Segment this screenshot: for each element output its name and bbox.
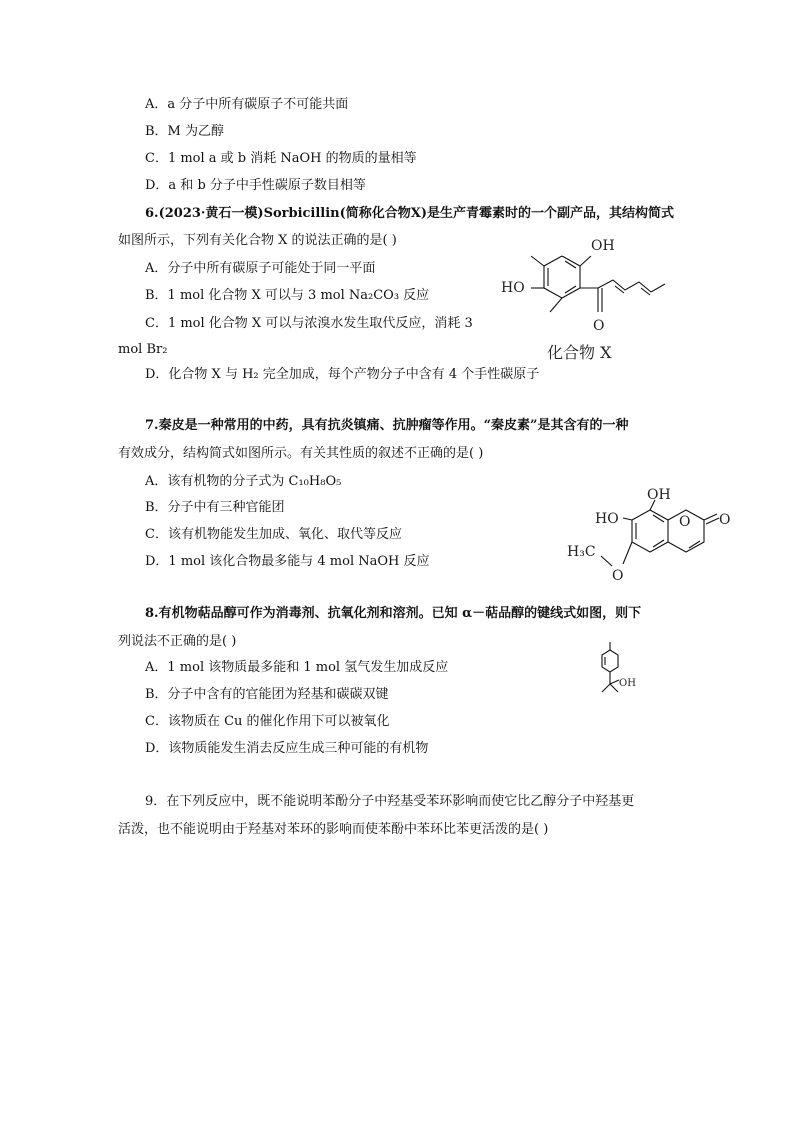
q7-option-c: C．该有机物能发生加成、氧化、取代等反应 bbox=[145, 527, 402, 542]
q8-option-c: C．该物质在 Cu 的催化作用下可以被氧化 bbox=[145, 714, 390, 729]
q6-option-b: B．1 mol 化合物 X 可以与 3 mol Na₂CO₃ 反应 bbox=[145, 288, 430, 303]
q8-option-b: B．分子中含有的官能团为羟基和碳碳双键 bbox=[145, 687, 389, 702]
q8-stem-line1: 8.有机物萜品醇可作为消毒剂、抗氧化剂和溶剂。已知 α－萜品醇的键线式如图，则下 bbox=[145, 606, 642, 621]
ring-o-label: O bbox=[679, 514, 691, 530]
q7-stem-line2: 有效成分，结构简式如图所示。有关其性质的叙述不正确的是( ) bbox=[118, 446, 484, 461]
q9-stem-line1: 9．在下列反应中，既不能说明苯酚分子中羟基受苯环影响而使它比乙醇分子中羟基更 bbox=[145, 794, 635, 809]
q6-option-a: A．分子中所有碳原子可能处于同一平面 bbox=[145, 261, 376, 276]
q6-option-c-line2: mol Br₂ bbox=[118, 342, 168, 357]
ho-label-left: HO bbox=[501, 280, 525, 296]
compound-x-caption: 化合物 X bbox=[547, 343, 612, 362]
oh-label-top: OH bbox=[591, 238, 615, 254]
ether-o-label: O bbox=[612, 568, 624, 584]
ch3-label: H₃C bbox=[567, 544, 596, 560]
q5-option-a: A．a 分子中所有碳原子不可能共面 bbox=[145, 97, 349, 112]
carbonyl-o-label: O bbox=[719, 512, 731, 528]
q7-option-d: D．1 mol 该化合物最多能与 4 mol NaOH 反应 bbox=[145, 554, 430, 569]
q7-option-a: A．该有机物的分子式为 C₁₀H₈O₅ bbox=[145, 474, 342, 489]
fraxetin-structure bbox=[565, 487, 745, 590]
oh-label: OH bbox=[619, 678, 636, 689]
q7-stem-line1: 7.秦皮是一种常用的中药，具有抗炎镇痛、抗肿瘤等作用。“秦皮素”是其含有的一种 bbox=[145, 418, 629, 433]
q8-stem-line2: 列说法不正确的是( ) bbox=[118, 634, 237, 649]
q5-option-d: D．a 和 b 分子中手性碳原子数目相等 bbox=[145, 178, 366, 193]
q6-stem-line2: 如图所示，下列有关化合物 X 的说法正确的是( ) bbox=[118, 233, 397, 248]
terpineol-structure bbox=[590, 640, 650, 710]
q7-option-b: B．分子中有三种官能团 bbox=[145, 500, 285, 515]
q6-stem-line1: 6.(2023·黄石一模)Sorbicillin(简称化合物X)是生产青霉素时的一个副产品，其结构简式 bbox=[145, 206, 675, 221]
q8-option-a: A．1 mol 该物质最多能和 1 mol 氢气发生加成反应 bbox=[145, 660, 449, 675]
q8-option-d: D．该物质能发生消去反应生成三种可能的有机物 bbox=[145, 741, 429, 756]
carbonyl-o-label: O bbox=[593, 318, 605, 334]
oh-label: OH bbox=[647, 487, 671, 503]
compound-x-structure bbox=[495, 230, 685, 365]
ho-label: HO bbox=[595, 511, 619, 527]
q5-option-c: C．1 mol a 或 b 消耗 NaOH 的物质的量相等 bbox=[145, 151, 417, 166]
q9-stem-line2: 活泼，也不能说明由于羟基对苯环的影响而使苯酚中苯环比苯更活泼的是( ) bbox=[118, 822, 549, 837]
q6-option-d: D．化合物 X 与 H₂ 完全加成，每个产物分子中含有 4 个手性碳原子 bbox=[145, 367, 540, 382]
q6-option-c-line1: C．1 mol 化合物 X 可以与浓溴水发生取代反应，消耗 3 bbox=[145, 316, 473, 331]
q5-option-b: B．M 为乙醇 bbox=[145, 124, 224, 139]
